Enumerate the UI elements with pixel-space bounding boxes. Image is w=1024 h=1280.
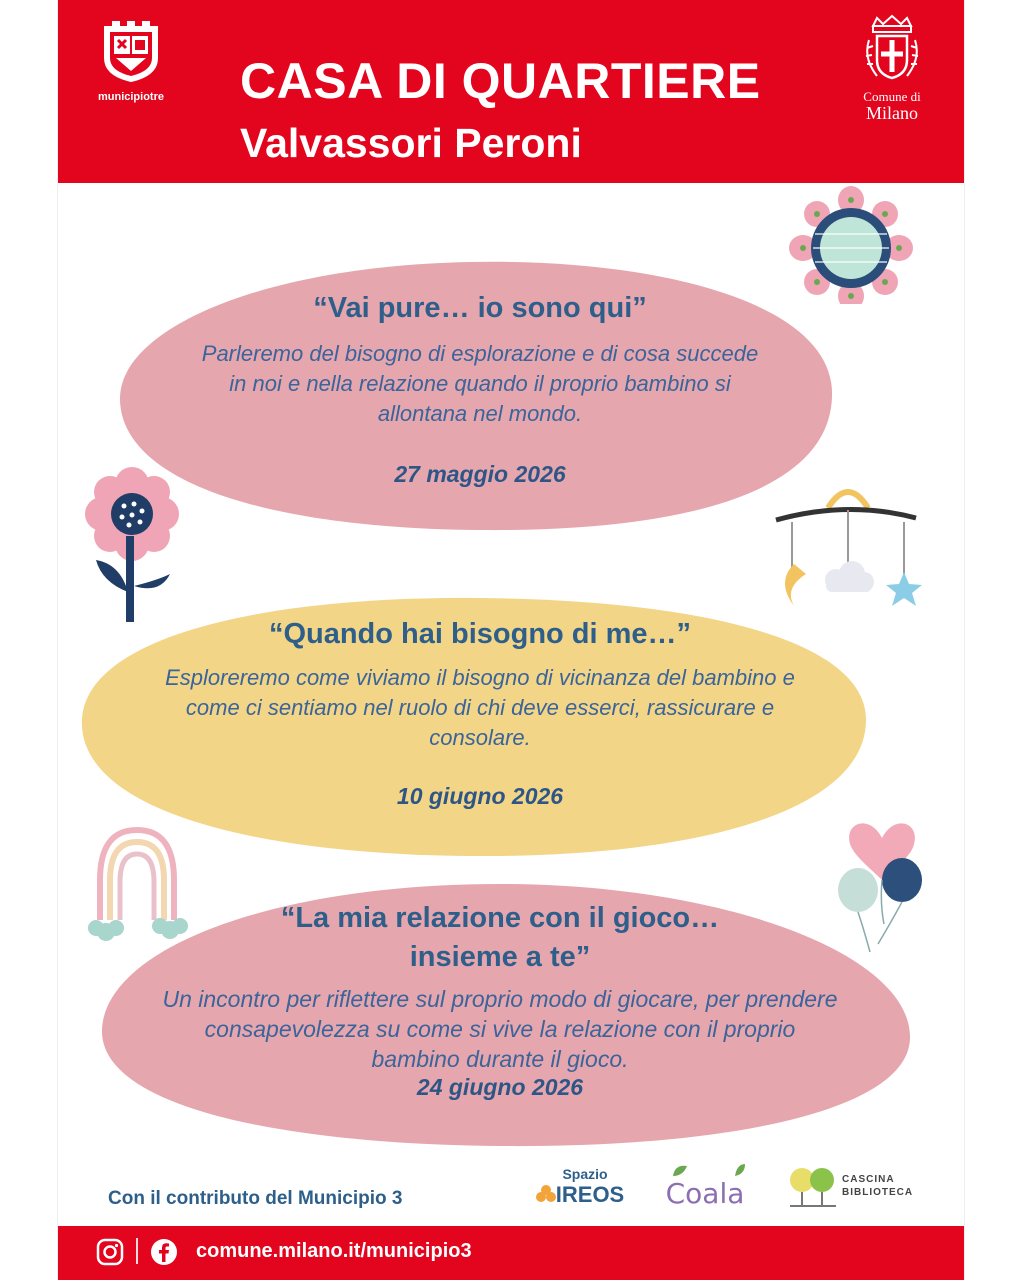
ireos-line2: IREOS (555, 1182, 625, 1207)
event-2-description: Esploreremo come viviamo il bisogno di vicinanza del bambino e come ci sentiamo nel ruolo di chi deve esserci, rassicurare e consolare. (165, 665, 795, 750)
event-3-title-line2: insieme a te” (409, 941, 591, 973)
coala-text: Coala (665, 1177, 745, 1210)
event-2-title: “Quando hai bisogno di me…” (268, 618, 692, 650)
spazio-ireos-logo (530, 1166, 630, 1208)
coala-logo (660, 1162, 750, 1210)
event-3-date: 24 giugno 2026 (416, 1074, 584, 1100)
event-2-date: 10 giugno 2026 (396, 783, 564, 809)
event-3-description: Un incontro per riflettere sul proprio modo di giocare, per prendere consapevolezza su come si vive la relazione con il proprio bambino durante il gioco. (162, 986, 838, 1072)
page-subtitle: Valvassori Peroni (240, 120, 582, 166)
facebook-icon[interactable] (150, 1238, 178, 1266)
instagram-icon[interactable] (96, 1238, 124, 1266)
coala-leaves-icon (665, 1162, 745, 1178)
ireos-line1: Spazio (562, 1166, 608, 1182)
milano-logo-line2: Milano (866, 103, 918, 123)
event-1-title: “Vai pure… io sono qui” (313, 292, 647, 324)
ireos-flower-icon (536, 1184, 556, 1206)
milano-logo-line1: Comune di (863, 89, 921, 104)
cascina-trees-icon (788, 1164, 838, 1208)
pink-flower-decoration (82, 462, 182, 632)
contribution-text: Con il contributo del Municipio 3 (108, 1188, 403, 1209)
event-1-date: 27 maggio 2026 (394, 461, 566, 487)
event-card-2 (150, 618, 810, 810)
sun-flower-decoration (783, 184, 923, 304)
baby-mobile-decoration (772, 478, 932, 618)
event-1-description: Parleremo del bisogno di esplorazione e di cosa succede in noi e nella relazione quando il proprio bambino si allontana nel mondo. (201, 341, 759, 426)
event-card-3 (150, 902, 850, 1101)
event-3-title-line1: “La mia relazione con il gioco… (280, 902, 720, 934)
municipio-logo-text: municipiotre (97, 91, 164, 103)
cascina-line2: BIBLIOTECA (842, 1187, 914, 1198)
social-separator (136, 1238, 138, 1264)
website-link[interactable]: comune.milano.it/municipio3 (196, 1240, 472, 1262)
cascina-line1: CASCINA (842, 1174, 895, 1185)
page-title: CASA DI QUARTIERE (240, 53, 761, 109)
footer-bar (58, 1226, 964, 1280)
event-card-1 (180, 292, 780, 488)
